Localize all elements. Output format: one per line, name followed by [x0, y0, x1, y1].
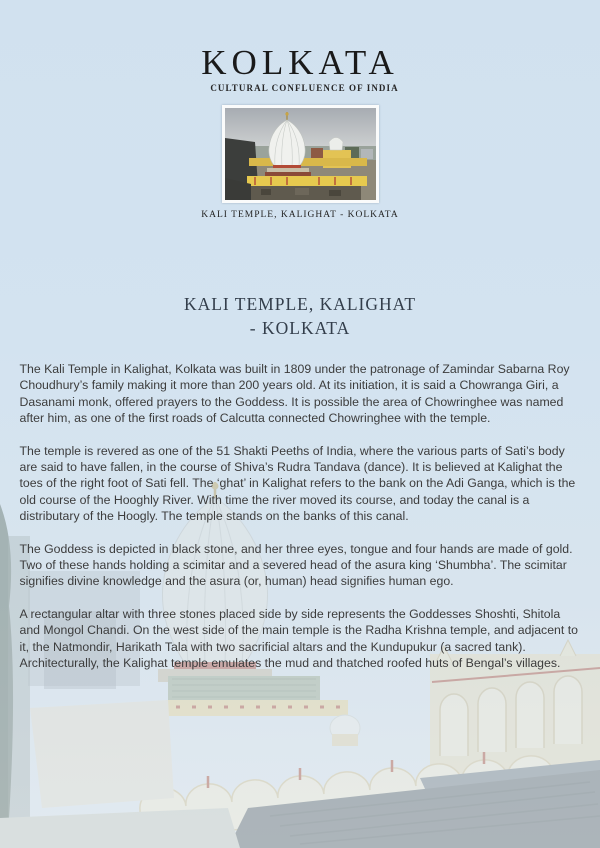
temple-photo — [222, 105, 379, 203]
masthead — [0, 0, 600, 220]
page-subtitle: CULTURAL CONFLUENCE OF INDIA — [210, 83, 399, 93]
article — [0, 292, 600, 672]
page-title: KOLKATA — [201, 43, 399, 82]
temple-photo-image — [225, 108, 376, 200]
article-heading-line1: KALI TEMPLE, KALIGHAT — [183, 294, 417, 314]
article-paragraph-goddess: The Goddess is depicted in black stone, and her three eyes, tongue and four hands are made of gold. Two of these hands holding a scimitar and a severed head of the asura king ‘Shumbha’. The scimitar signifies divine knowledge and the asura (or, human) head signifies human ego. — [19, 541, 573, 589]
article-heading-line2: - KOLKATA — [249, 318, 351, 338]
article-body — [20, 361, 581, 672]
article-paragraph-history: The Kali Temple in Kalighat, Kolkata was built in 1809 under the patronage of Zamindar Sabarna Roy Choudhury’s family making it more than 200 years old. At its initiation, it is said a Chowranga Giri, a Dasanami monk, offered prayers to the Goddess. It is possible the area of Chowringhee was named after him, as one of the first roads of Calcutta connected Chowringhee with the temple. — [19, 362, 570, 426]
photo-caption: KALI TEMPLE, KALIGHAT - KOLKATA — [201, 210, 399, 220]
masthead-title-block — [201, 44, 398, 93]
article-heading — [0, 292, 600, 340]
article-paragraph-shakti-peeth: The temple is revered as one of the 51 Shakti Peeths of India, where the various parts of Sati’s body are said to have fallen, in the course of Shiva’s Rudra Tandava (dance). It is believed at Kalighat the toes of the right foot of Sati fell. The ‘ghat’ in Kalighat refers to the bank on the Adi Ganga, which is the old course of the Hooghly River. With time the river moved its course, and today the canal is a distributary of the Hoogly. The temple stands on the banks of this canal. — [19, 443, 576, 524]
article-paragraph-altar: A rectangular altar with three stones placed side by side represents the Goddesses Shoshti, Shitola and Mongol Chandi. On the west side of the main temple is the Radha Krishna temple, and adjacent to it, the Natmondir, Harikath Tala with two sacrificial altars and the Kundupukur (a sacred tank). Architecturally, the Kalighat temple emulates the mud and thatched roofed huts of Bengal’s villages. — [19, 606, 578, 671]
